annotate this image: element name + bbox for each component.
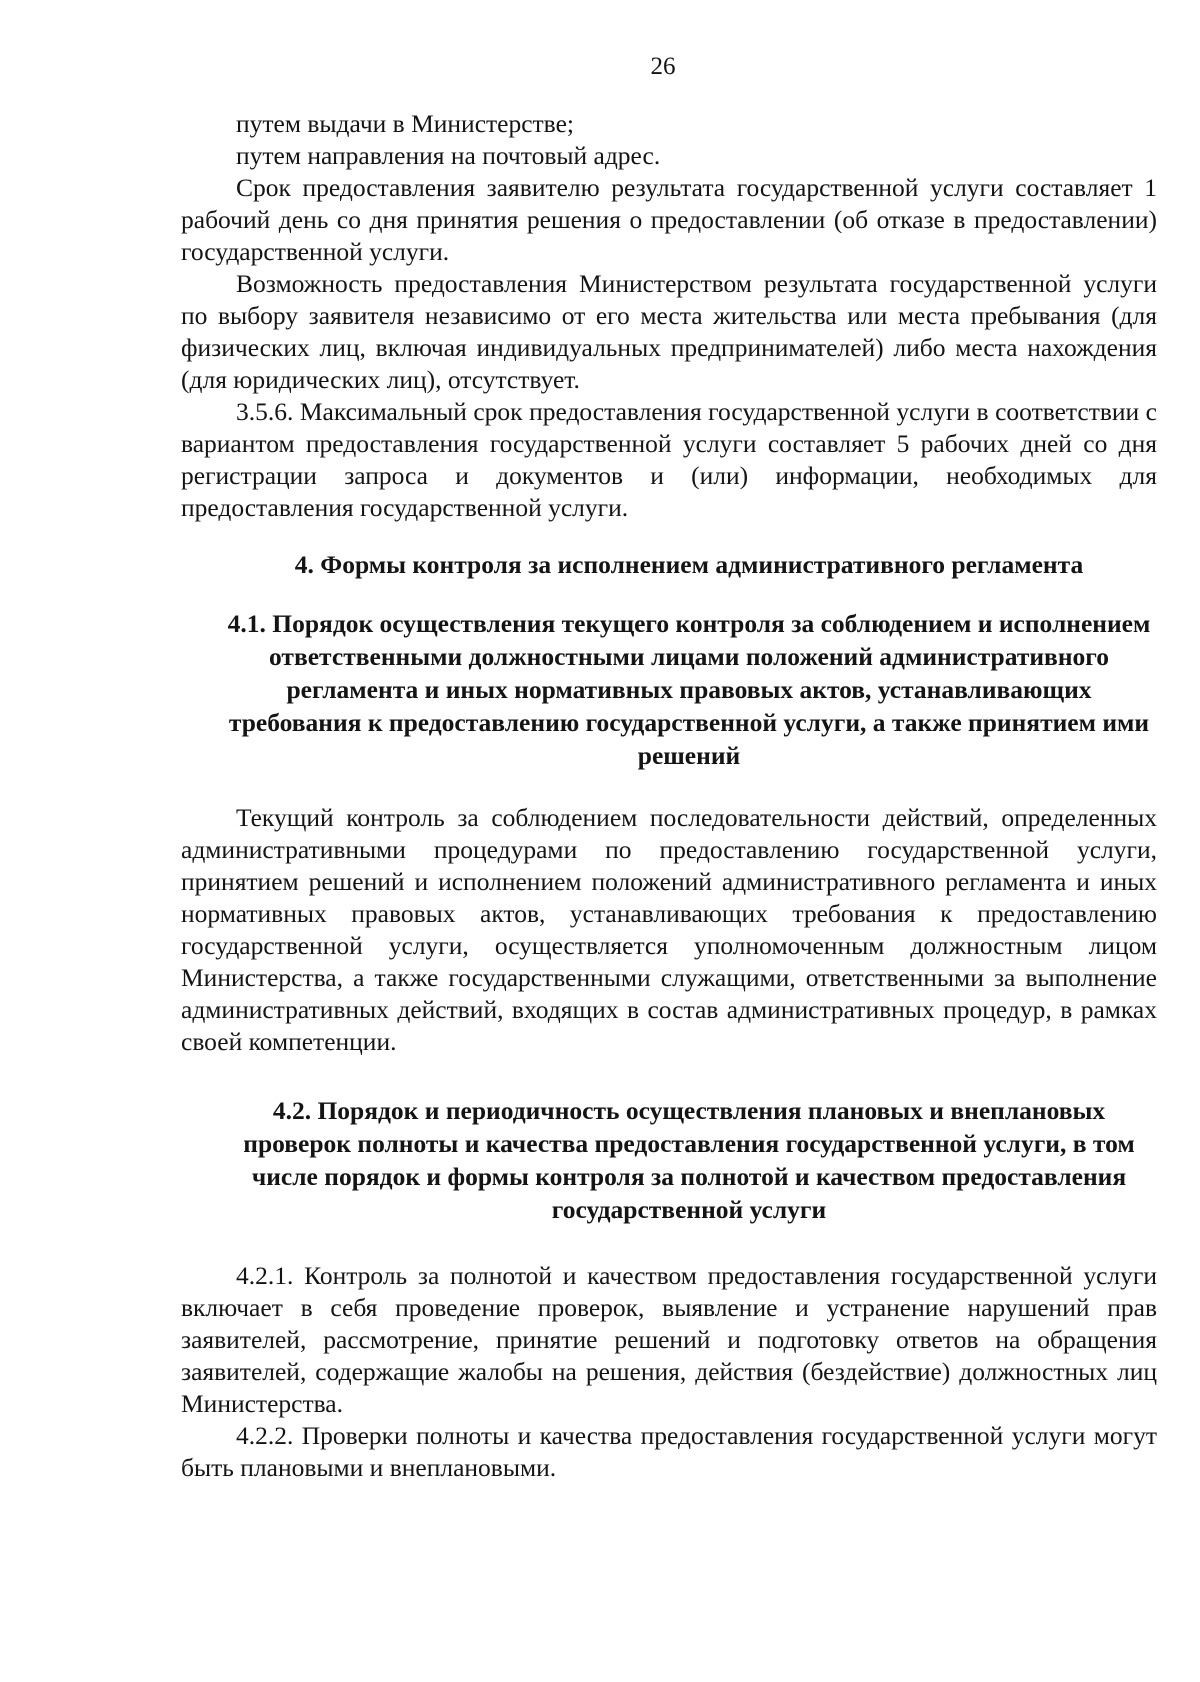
paragraph-issue-mail: путем направления на почтовый адрес. — [236, 141, 661, 170]
paragraph-issue-ministry: путем выдачи в Министерстве; — [236, 109, 574, 138]
paragraph-result-term: Срок предоставления заявителю результата государственной услуги составляет 1 рабочий день со дня принятия решения о предоставлении (об отказе в предоставлении) государственной услуги. — [181, 173, 1157, 266]
section-4-1-body: Текущий контроль за соблюдением последовательности действий, определенных административными процедурами по предоставлению государственной услуги, принятием решений и исполнением положений административного регламента и иных нормативных правовых актов, устанавливающих требования к предоставлению государственной услуги, осуществляется уполномоченным должностным лицом Министерства, а также государственными служащими, ответственными за выполнение административных действий, входящих в состав административных процедур, в рамках своей компетенции. — [181, 803, 1157, 1056]
section-4-heading: 4. Формы контроля за исполнением административного регламента — [294, 550, 1084, 579]
paragraph-extraterritorial: Возможность предоставления Министерством результата государственной услуги по выбору заявителя независимо от его места жительства или места пребывания (для физических лиц, включая индивидуальных предпринимателей) либо места нахождения (для юридических лиц), отсутствует. — [181, 269, 1157, 394]
section-4-2-heading: 4.2. Порядок и периодичность осуществления плановых и внеплановых проверок полноты и качества предоставления государственной услуги, в том числе порядок и формы контроля за полнотой и качеством предоставления государственной услуги — [243, 1096, 1135, 1224]
document-body — [181, 108, 1157, 1484]
section-4-1-heading: 4.1. Порядок осуществления текущего контроля за соблюдением и исполнением ответственными должностными лицами положений административного регламента и иных нормативных правовых актов, устанавливающих требования к предоставлению государственной услуги, а также принятием ими решений — [227, 609, 1151, 770]
paragraph-4-2-1: 4.2.1. Контроль за полнотой и качеством предоставления государственной услуги включает в себя проведение проверок, выявление и устранение нарушений прав заявителей, рассмотрение, принятие решений и подготовку ответов на обращения заявителей, содержащие жалобы на решения, действия (бездействие) должностных лиц Министерства. — [181, 1261, 1157, 1418]
paragraph-3-5-6: 3.5.6. Максимальный срок предоставления государственной услуги в соответствии с вариантом предоставления государственной услуги составляет 5 рабочих дней со дня регистрации запроса и документов и (или) информации, необходимых для предоставления государственной услуги. — [181, 397, 1157, 522]
paragraph-4-2-2: 4.2.2. Проверки полноты и качества предоставления государственной услуги могут быть плановыми и внеплановыми. — [181, 1421, 1157, 1482]
page-number: 26 — [650, 53, 676, 80]
